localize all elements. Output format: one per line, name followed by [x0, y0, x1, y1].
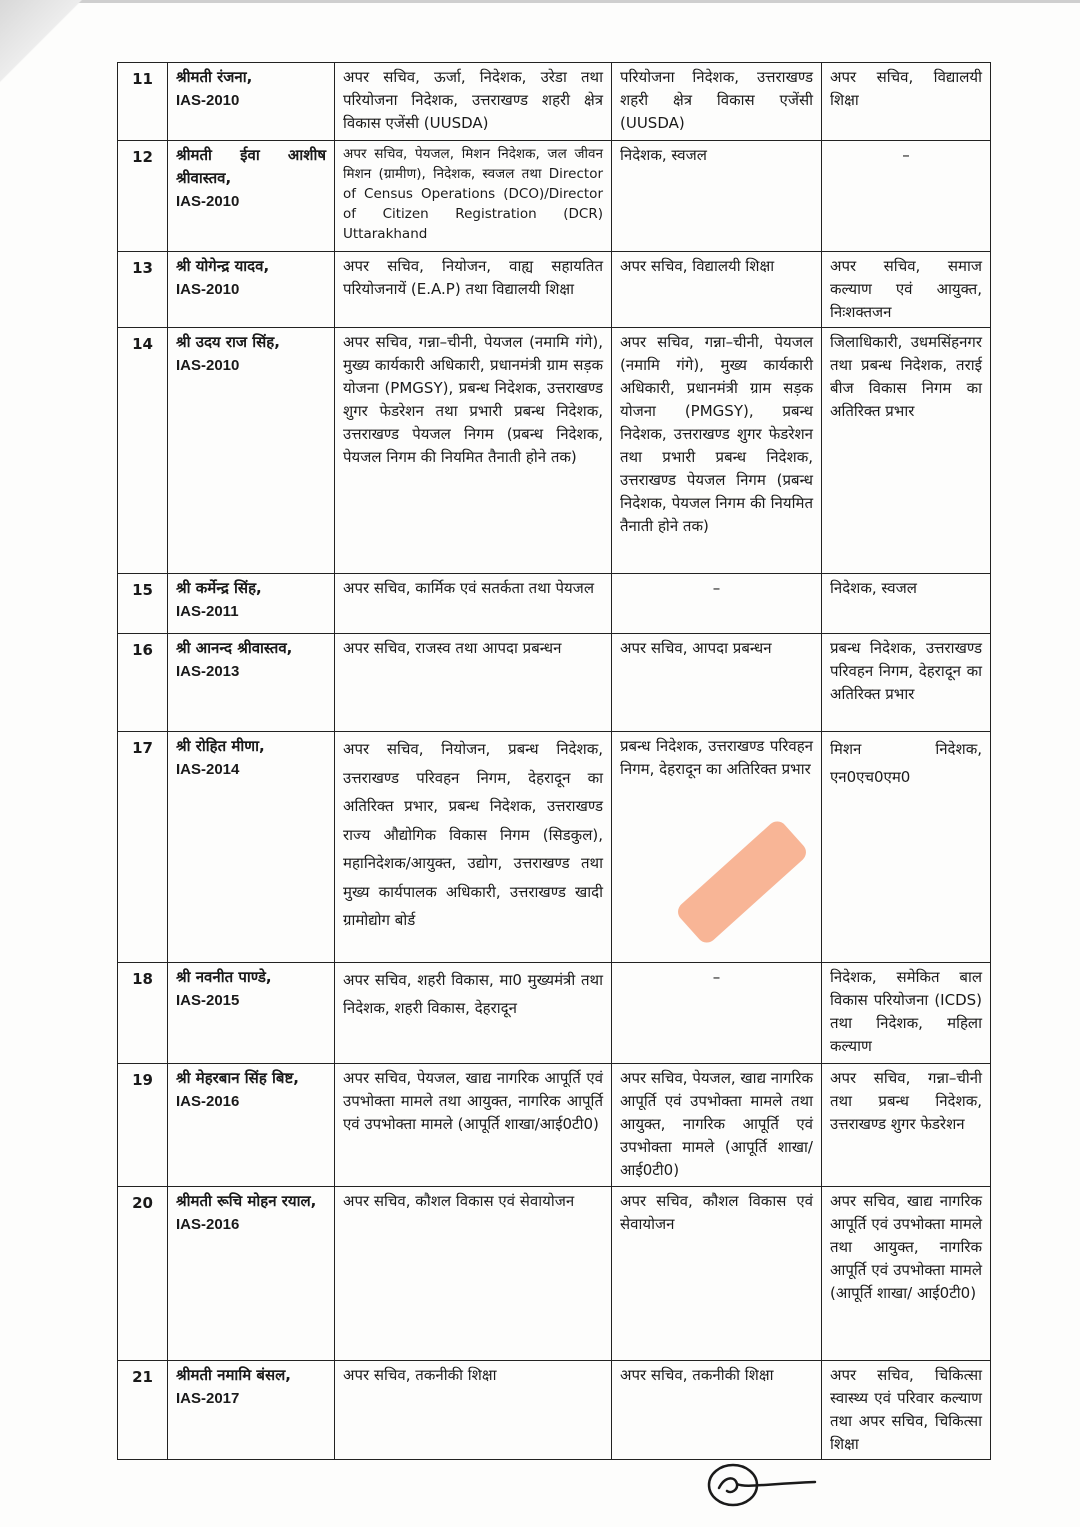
officer-cell: [168, 141, 335, 252]
officer-batch: IAS-2010: [176, 92, 240, 109]
serial-number: 15: [118, 574, 168, 634]
officer-cell: [168, 963, 335, 1064]
relieved-post: अपर सचिव, पेयजल, खाद्य नागरिक आपूर्ति एवं उपभोक्ता मामले तथा आयुक्त, नागरिक आपूर्ति एवं उपभोक्ता मामले (आपूर्ति शाखा/आई0टी0): [612, 1064, 822, 1187]
table-row: [118, 328, 991, 574]
new-post: अपर सचिव, विद्यालयी शिक्षा: [822, 63, 991, 141]
current-post: अपर सचिव, पेयजल, खाद्य नागरिक आपूर्ति एवं उपभोक्ता मामले तथा आयुक्त, नागरिक आपूर्ति एवं उपभोक्ता मामले (आपूर्ति शाखा/आई0टी0): [335, 1064, 612, 1187]
new-post: निदेशक, समेकित बाल विकास परियोजना (ICDS) तथा निदेशक, महिला कल्याण: [822, 963, 991, 1064]
new-post: [822, 141, 991, 252]
officer-cell: [168, 1187, 335, 1361]
new-post: मिशन निदेशक, एन0एच0एम0: [822, 732, 991, 963]
new-post: जिलाधिकारी, उधमसिंहनगर तथा प्रबन्ध निदेशक, तराई बीज विकास निगम का अतिरिक्त प्रभार: [822, 328, 991, 574]
officer-name: श्री रोहित मीणा,: [176, 737, 265, 755]
officer-name: श्रीमती रूचि मोहन रयाल,: [176, 1192, 317, 1210]
serial-number: 19: [118, 1064, 168, 1187]
current-post: अपर सचिव, नियोजन, वाह्य सहायतित परियोजनायें (E.A.P) तथा विद्यालयी शिक्षा: [335, 252, 612, 328]
officer-cell: [168, 1064, 335, 1187]
scan-edge: [0, 0, 1080, 3]
transfer-table: [117, 62, 991, 1460]
officer-batch: IAS-2013: [176, 663, 240, 680]
serial-number: 14: [118, 328, 168, 574]
relieved-post: प्रबन्ध निदेशक, उत्तराखण्ड परिवहन निगम, देहरादून का अतिरिक्त प्रभार: [612, 732, 822, 963]
table-row: [118, 63, 991, 141]
current-post: अपर सचिव, ऊर्जा, निदेशक, उरेडा तथा परियोजना निदेशक, उत्तराखण्ड शहरी क्षेत्र विकास एजेंसी (UUSDA): [335, 63, 612, 141]
officer-name: श्रीमती नमामि बंसल,: [176, 1366, 291, 1384]
officer-batch: IAS-2010: [176, 357, 240, 374]
serial-number: 16: [118, 634, 168, 732]
relieved-post: [612, 574, 822, 634]
officer-batch: IAS-2010: [176, 281, 240, 298]
new-post: अपर सचिव, खाद्य नागरिक आपूर्ति एवं उपभोक्ता मामले तथा आयुक्त, नागरिक आपूर्ति एवं उपभोक्ता मामले (आपूर्ति शाखा/ आई0टी0): [822, 1187, 991, 1361]
empty-dash: –: [902, 146, 910, 164]
officer-cell: [168, 252, 335, 328]
serial-number: 17: [118, 732, 168, 963]
table-row: [118, 1064, 991, 1187]
table-row: [118, 141, 991, 252]
relieved-post: अपर सचिव, तकनीकी शिक्षा: [612, 1361, 822, 1460]
current-post: अपर सचिव, पेयजल, मिशन निदेशक, जल जीवन मिशन (ग्रामीण), निदेशक, स्वजल तथा Director of Census Operations (DCO)/Director of Citizen Registration (DCR) Uttarakhand: [335, 141, 612, 252]
current-post: अपर सचिव, गन्ना–चीनी, पेयजल (नमामि गंगे), मुख्य कार्यकारी अधिकारी, प्रधानमंत्री ग्राम सड़क योजना (PMGSY), प्रबन्ध निदेशक, उत्तराखण्ड शुगर फेडरेशन तथा प्रभारी प्रबन्ध निदेशक, उत्तराखण्ड पेयजल निगम (प्रबन्ध निदेशक, पेयजल निगम की नियमित तैनाती होने तक): [335, 328, 612, 574]
serial-number: 20: [118, 1187, 168, 1361]
current-post: अपर सचिव, नियोजन, प्रबन्ध निदेशक, उत्तराखण्ड परिवहन निगम, देहरादून का अतिरिक्त प्रभार, प्रबन्ध निदेशक, उत्तराखण्ड राज्य औद्योगिक विकास निगम (सिडकुल), महानिदेशक/आयुक्त, उद्योग, उत्तराखण्ड तथा मुख्य कार्यपालक अधिकारी, उत्तराखण्ड खादी ग्रामोद्योग बोर्ड: [335, 732, 612, 963]
officer-batch: IAS-2011: [176, 603, 239, 620]
table-row: [118, 634, 991, 732]
officer-name: श्री मेहरबान सिंह बिष्ट,: [176, 1069, 299, 1087]
officer-name: श्री उदय राज सिंह,: [176, 333, 280, 351]
table-row: [118, 732, 991, 963]
officer-cell: [168, 328, 335, 574]
new-post: अपर सचिव, चिकित्सा स्वास्थ्य एवं परिवार कल्याण तथा अपर सचिव, चिकित्सा शिक्षा: [822, 1361, 991, 1460]
table-row: [118, 963, 991, 1064]
serial-number: 18: [118, 963, 168, 1064]
table-row: [118, 1187, 991, 1361]
officer-name: श्री कर्मेन्द्र सिंह,: [176, 579, 262, 597]
current-post: अपर सचिव, कौशल विकास एवं सेवायोजन: [335, 1187, 612, 1361]
signature: [705, 1458, 825, 1513]
page-fold-corner: [0, 0, 90, 90]
officer-name: श्रीमती रंजना,: [176, 68, 253, 86]
officer-batch: IAS-2016: [176, 1093, 240, 1110]
officer-name: श्री योगेन्द्र यादव,: [176, 257, 270, 275]
officer-batch: IAS-2017: [176, 1390, 240, 1407]
officer-name: श्री आनन्द श्रीवास्तव,: [176, 639, 293, 657]
table-row: [118, 574, 991, 634]
current-post: अपर सचिव, राजस्व तथा आपदा प्रबन्धन: [335, 634, 612, 732]
officer-cell: [168, 732, 335, 963]
officer-batch: IAS-2014: [176, 761, 240, 778]
serial-number: 12: [118, 141, 168, 252]
officer-name: श्रीमती ईवा आशीष श्रीवास्तव,: [176, 146, 326, 187]
current-post: अपर सचिव, कार्मिक एवं सतर्कता तथा पेयजल: [335, 574, 612, 634]
empty-dash: –: [712, 968, 721, 986]
new-post: अपर सचिव, गन्ना–चीनी तथा प्रबन्ध निदेशक, उत्तराखण्ड शुगर फेडरेशन: [822, 1064, 991, 1187]
officer-cell: [168, 634, 335, 732]
new-post: प्रबन्ध निदेशक, उत्तराखण्ड परिवहन निगम, देहरादून का अतिरिक्त प्रभार: [822, 634, 991, 732]
officer-cell: [168, 574, 335, 634]
current-post: अपर सचिव, शहरी विकास, मा0 मुख्यमंत्री तथा निदेशक, शहरी विकास, देहरादून: [335, 963, 612, 1064]
serial-number: 11: [118, 63, 168, 141]
empty-dash: –: [712, 579, 721, 597]
officer-cell: [168, 63, 335, 141]
officer-name: श्री नवनीत पाण्डे,: [176, 968, 272, 986]
relieved-post: अपर सचिव, कौशल विकास एवं सेवायोजन: [612, 1187, 822, 1361]
officer-batch: IAS-2010: [176, 193, 240, 210]
table-row: [118, 252, 991, 328]
new-post: अपर सचिव, समाज कल्याण एवं आयुक्त, निःशक्तजन: [822, 252, 991, 328]
serial-number: 13: [118, 252, 168, 328]
relieved-post: अपर सचिव, गन्ना–चीनी, पेयजल (नमामि गंगे), मुख्य कार्यकारी अधिकारी, प्रधानमंत्री ग्राम सड़क योजना (PMGSY), प्रबन्ध निदेशक, उत्तराखण्ड शुगर फेडरेशन तथा प्रभारी प्रबन्ध निदेशक, उत्तराखण्ड पेयजल निगम (प्रबन्ध निदेशक, पेयजल निगम की नियमित तैनाती होने तक): [612, 328, 822, 574]
officer-batch: IAS-2016: [176, 1216, 240, 1233]
officer-batch: IAS-2015: [176, 992, 240, 1009]
relieved-post: अपर सचिव, विद्यालयी शिक्षा: [612, 252, 822, 328]
relieved-post: अपर सचिव, आपदा प्रबन्धन: [612, 634, 822, 732]
serial-number: 21: [118, 1361, 168, 1460]
officer-cell: [168, 1361, 335, 1460]
relieved-post: परियोजना निदेशक, उत्तराखण्ड शहरी क्षेत्र विकास एजेंसी (UUSDA): [612, 63, 822, 141]
table-row: [118, 1361, 991, 1460]
new-post: निदेशक, स्वजल: [822, 574, 991, 634]
current-post: अपर सचिव, तकनीकी शिक्षा: [335, 1361, 612, 1460]
relieved-post: निदेशक, स्वजल: [612, 141, 822, 252]
relieved-post: [612, 963, 822, 1064]
